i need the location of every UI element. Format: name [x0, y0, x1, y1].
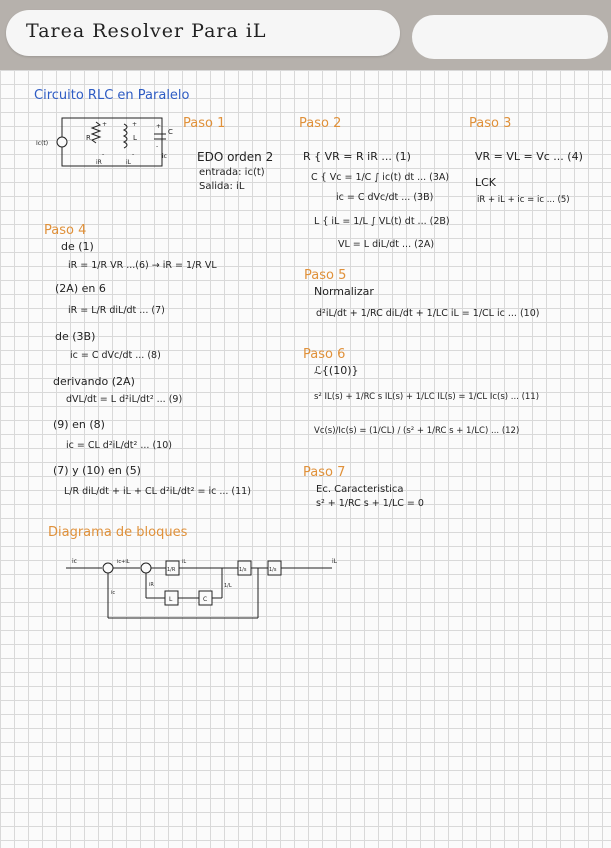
paso4-line-9: (9) en (8): [53, 418, 105, 431]
bd-block-3: C: [203, 596, 208, 603]
current-label-ic: ic: [162, 153, 167, 160]
node-plus-c: +: [156, 123, 162, 130]
section-title: Circuito RLC en Paralelo: [34, 88, 190, 103]
node-plus-r: +: [102, 121, 108, 128]
paso2-line-2: C { Vc = 1/C ∫ ic(t) dt ... (3A): [311, 172, 450, 183]
node-minus-c: -: [156, 143, 159, 150]
paso4-line-7: derivando (2A): [53, 375, 135, 388]
paso3-title: Paso 3: [469, 116, 512, 131]
bd-signal-3: iR: [149, 582, 154, 588]
paso1-line-3: Salida: iL: [199, 181, 245, 192]
notes-paper: [0, 70, 611, 848]
paso5-title: Paso 5: [304, 268, 347, 283]
bd-block-4: 1/s: [239, 567, 247, 573]
bd-signal-4: ic: [111, 590, 116, 596]
paso2-line-1: R { VR = R iR ... (1): [303, 150, 411, 163]
node-minus-l: -: [132, 151, 135, 158]
resistor-label: R: [86, 134, 91, 142]
bd-signal-1: ic+iL: [117, 559, 130, 565]
paso4-line-5: de (3B): [55, 330, 96, 343]
paso3-line-2: LCK: [475, 176, 497, 189]
paso2-line-4: L { iL = 1/L ∫ VL(t) dt ... (2B): [314, 216, 450, 227]
paso6-line-3: Vc(s)/Ic(s) = (1/CL) / (s² + 1/RC s + 1/LC) ... (12): [314, 426, 520, 436]
paso4-line-8: dVL/dt = L d²iL/dt² ... (9): [66, 394, 183, 405]
blank-pill: [412, 15, 608, 59]
paso3-line-1: VR = VL = Vc ... (4): [475, 150, 583, 163]
bd-block-2: L: [169, 596, 173, 603]
paso4-line-1: de (1): [61, 240, 94, 253]
bd-signal-2: iL: [182, 559, 187, 565]
paso5-line-2: d²iL/dt + 1/RC diL/dt + 1/LC iL = 1/CL ic ... (10): [316, 308, 540, 319]
paso6-line-1: ℒ{(10)}: [314, 364, 359, 377]
paso4-line-2: iR = 1/R VR ...(6) → iR = 1/R VL: [68, 260, 217, 271]
node-plus-l: +: [132, 121, 138, 128]
paso7-line-2: s² + 1/RC s + 1/LC = 0: [316, 498, 424, 509]
bd-block-5: 1/s: [269, 567, 277, 573]
paso1-line-2: entrada: ic(t): [199, 167, 265, 178]
paso6-line-2: s² IL(s) + 1/RC s IL(s) + 1/LC IL(s) = 1/CL Ic(s) ... (11): [314, 392, 540, 402]
capacitor-label: C: [168, 128, 173, 136]
paso4-line-6: ic = C dVc/dt ... (8): [70, 350, 161, 361]
rlc-circuit-diagram: [34, 112, 184, 174]
current-label-il: iL: [126, 159, 132, 166]
node-minus-r: -: [102, 151, 105, 158]
source-label: Ic(t): [36, 140, 49, 147]
paso7-line-1: Ec. Caracteristica: [316, 484, 404, 495]
block-diagram: [62, 550, 352, 626]
paso4-line-10: ic = CL d²iL/dt² ... (10): [66, 440, 172, 451]
bd-block-1: 1/R: [167, 567, 176, 573]
paso6-title: Paso 6: [303, 347, 346, 362]
paso1-title: Paso 1: [183, 116, 226, 131]
paso1-line-1: EDO orden 2: [197, 150, 274, 164]
inductor-label: L: [133, 134, 137, 142]
paso4-title: Paso 4: [44, 223, 87, 238]
block-diagram-title: Diagrama de bloques: [48, 525, 188, 540]
paso2-line-3: ic = C dVc/dt ... (3B): [336, 192, 434, 203]
paso4-line-12: L/R diL/dt + iL + CL d²iL/dt² = ic ... (11): [64, 486, 251, 497]
paso5-line-1: Normalizar: [314, 285, 374, 298]
bd-block-6: 1/L: [224, 583, 232, 589]
paso2-title: Paso 2: [299, 116, 342, 131]
paso4-line-11: (7) y (10) en (5): [53, 464, 141, 477]
paso4-line-3: (2A) en 6: [55, 282, 106, 295]
page-title: Tarea Resolver Para iL: [26, 20, 267, 42]
paso4-line-4: iR = L/R diL/dt ... (7): [68, 305, 165, 316]
current-label-ir: iR: [96, 159, 102, 166]
paso2-line-5: VL = L diL/dt ... (2A): [338, 239, 435, 250]
paso7-title: Paso 7: [303, 465, 346, 480]
bd-output-label: iL: [332, 558, 338, 565]
paso3-line-3: iR + iL + ic = ic ... (5): [477, 195, 570, 205]
bd-input-label: ic: [72, 558, 77, 565]
